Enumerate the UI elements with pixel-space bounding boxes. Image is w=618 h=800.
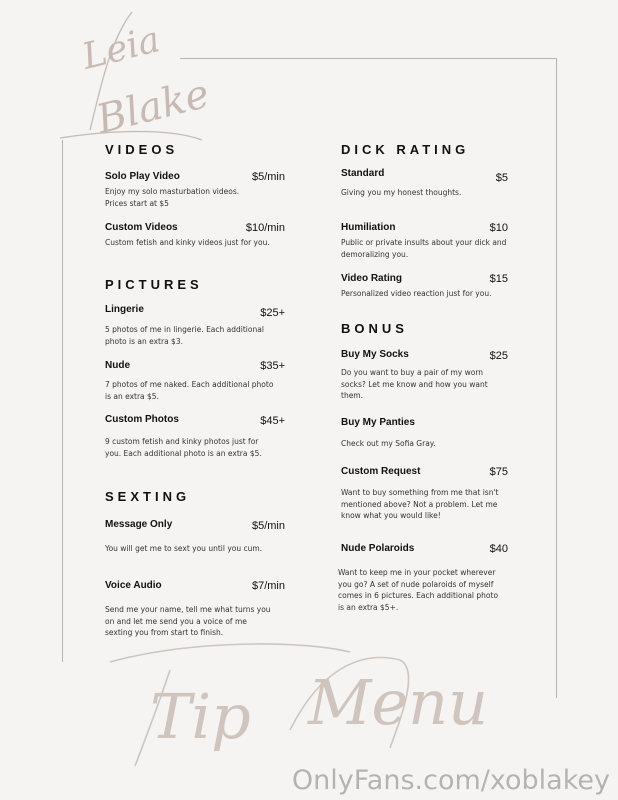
item-name-custom-videos: Custom Videos — [105, 222, 178, 233]
item-name-video-rating: Video Rating — [341, 273, 402, 284]
item-desc-nude-polaroids: Want to keep me in your pocket wherever you go? A set of nude polaroids of myself comes in 6 pictures. Each additional photo is an extra $5+. — [338, 568, 499, 612]
item-name-buy-my-panties: Buy My Panties — [341, 417, 415, 428]
item-name-voice-audio: Voice Audio — [105, 580, 162, 591]
item-desc-standard: Giving you my honest thoughts. — [341, 188, 462, 197]
item-name-custom-request: Custom Request — [341, 466, 421, 477]
frame-right-line — [556, 58, 557, 698]
section-title-sexting: SEXTING — [105, 489, 191, 504]
item-price-custom-photos: $45+ — [260, 415, 285, 427]
item-name-solo-play-video: Solo Play Video — [105, 171, 180, 182]
item-desc-humiliation: Public or private insults about your dick and demoralizing you. — [341, 238, 507, 259]
logo-first-name: Leia — [78, 19, 164, 78]
item-desc-solo-play-video: Enjoy my solo masturbation videos. Prices start at $5 — [105, 187, 240, 208]
item-desc-buy-my-socks: Do you want to buy a pair of my worn socks? Let me know and how you want them. — [341, 368, 488, 400]
item-desc-custom-request: Want to buy something from me that isn't mentioned above? Not a problem. Let me know what you would like! — [341, 488, 499, 520]
item-price-standard: $5 — [495, 172, 508, 184]
item-desc-voice-audio: Send me your name, tell me what turns you on and let me send you a voice of me sexting you from start to finish. — [105, 605, 271, 637]
item-name-message-only: Message Only — [105, 519, 173, 530]
item-price-lingerie: $25+ — [260, 307, 285, 319]
tip-menu-title-tip: Tip — [150, 680, 251, 753]
frame-top-line — [180, 58, 557, 59]
section-title-dick-rating: DICK RATING — [341, 142, 470, 157]
item-name-buy-my-socks: Buy My Socks — [341, 349, 409, 360]
item-desc-nude: 7 photos of me naked. Each additional photo is an extra $5. — [105, 380, 274, 401]
item-price-solo-play-video: $5/min — [251, 171, 285, 183]
item-desc-lingerie: 5 photos of me in lingerie. Each additional photo is an extra $3. — [105, 325, 264, 346]
item-desc-message-only: You will get me to sext you until you cum. — [105, 544, 263, 553]
item-price-nude-polaroids: $40 — [489, 543, 508, 555]
item-price-custom-request: $75 — [489, 466, 508, 478]
item-name-humiliation: Humiliation — [341, 222, 396, 233]
item-price-video-rating: $15 — [489, 273, 508, 285]
frame-left-line — [62, 140, 63, 662]
section-title-videos: VIDEOS — [105, 142, 179, 157]
section-title-bonus: BONUS — [341, 321, 408, 336]
section-title-pictures: PICTURES — [105, 277, 203, 292]
tip-menu-title-menu: Menu — [308, 666, 489, 739]
item-name-lingerie: Lingerie — [105, 304, 144, 315]
item-price-custom-videos: $10/min — [245, 222, 285, 234]
item-desc-video-rating: Personalized video reaction just for you. — [341, 289, 492, 298]
item-name-nude: Nude — [105, 360, 130, 371]
item-name-custom-photos: Custom Photos — [105, 414, 179, 425]
item-price-nude: $35+ — [260, 360, 285, 372]
onlyfans-watermark: OnlyFans.com/xoblakey — [291, 765, 610, 796]
item-price-voice-audio: $7/min — [251, 580, 285, 592]
item-desc-custom-photos: 9 custom fetish and kinky photos just for you. Each additional photo is an extra $5. — [105, 437, 262, 458]
item-name-nude-polaroids: Nude Polaroids — [341, 543, 415, 554]
item-desc-buy-my-panties: Check out my Sofia Gray. — [341, 439, 436, 448]
item-price-message-only: $5/min — [251, 520, 285, 532]
item-price-buy-my-socks: $25 — [489, 350, 508, 362]
item-price-humiliation: $10 — [489, 222, 508, 234]
item-name-standard: Standard — [341, 168, 385, 179]
item-desc-custom-videos: Custom fetish and kinky videos just for you. — [105, 238, 270, 247]
logo-last-name: Blake — [92, 70, 214, 144]
